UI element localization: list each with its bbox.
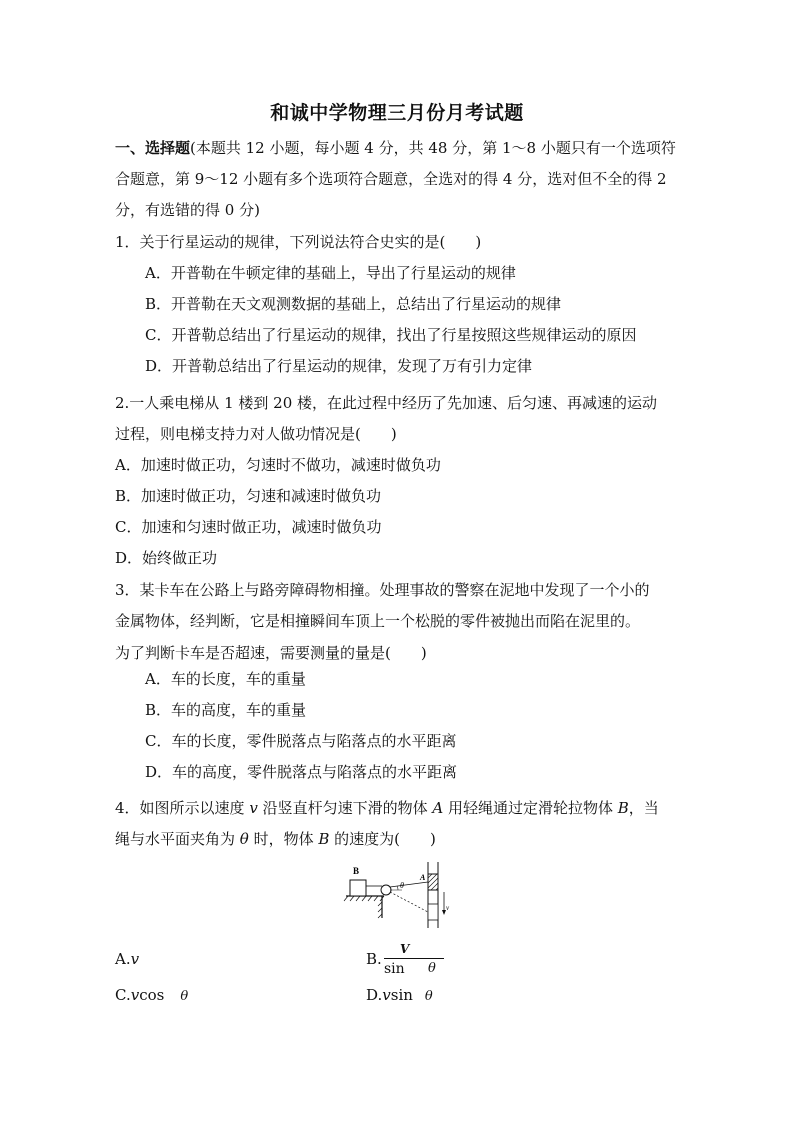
q4-option-d-prefix: D. (366, 986, 383, 1004)
section-instructions-line-1 (115, 138, 676, 158)
fraction-theta: θ (428, 961, 436, 976)
question-3-stem-line-1: 3．某卡车在公路上与路旁障碍物相撞。处理事故的警察在泥地中发现了一个小的 (115, 581, 650, 599)
page-title: 和诚中学物理三月份月考试题 (270, 102, 524, 124)
q4-var-v: v (249, 799, 258, 817)
fraction-numerator: V (400, 942, 410, 956)
q4-var-b: B (617, 799, 629, 817)
q4-text-f: 时，物体 (248, 830, 319, 848)
q4-option-d-var: v (382, 986, 391, 1004)
question-4-option-b-prefix: B. (366, 950, 382, 968)
question-3-option-b: B．车的高度，车的重量 (145, 701, 307, 719)
question-2-option-c: C．加速和匀速时做正功，减速时做负功 (115, 518, 382, 536)
q4-text-e: 绳与水平面夹角为 (115, 830, 240, 848)
figure-label-v: v (446, 904, 450, 912)
question-3-option-d: D．车的高度，零件脱落点与陷落点的水平距离 (145, 763, 458, 781)
question-1-option-d: D．开普勒总结出了行星运动的规律，发现了万有引力定律 (145, 357, 533, 375)
table-hatching (344, 896, 384, 901)
figure-label-a: A (420, 873, 426, 882)
q4-var-a: A (432, 799, 444, 817)
fraction-bar (384, 958, 444, 959)
question-4-option-b-fraction (370, 942, 460, 978)
question-1-option-b: B．开普勒在天文观测数据的基础上，总结出了行星运动的规律 (145, 295, 562, 313)
block-a-later (428, 904, 438, 920)
q4-option-d-sin: sin (390, 986, 413, 1004)
section-instructions-line-3: 分，有选错的得 0 分) (115, 201, 260, 219)
question-3-stem-line-2: 金属物体，经判断，它是相撞瞬间车顶上一个松脱的零件被抛出而陷在泥里的。 (115, 612, 641, 630)
question-4-stem-line-2 (115, 829, 436, 849)
q4-text-b: 沿竖直杆匀速下滑的物体 (257, 799, 433, 817)
question-3-option-a: A．车的长度，车的重量 (145, 670, 306, 688)
q4-text-c: 用轻绳通过定滑轮拉物体 (443, 799, 618, 817)
rope-to-a (390, 882, 428, 887)
q4-text-d: ，当 (628, 799, 659, 817)
figure-label-b: B (353, 866, 360, 876)
q4-option-d-theta: θ (424, 989, 433, 1004)
angle-arc (397, 886, 398, 890)
question-2-option-b: B．加速时做正功，匀速和减速时做负功 (115, 487, 382, 505)
section-heading: 一、选择题 (115, 139, 191, 157)
block-b (350, 880, 366, 896)
q4-var-b-2: B (318, 830, 330, 848)
question-2-stem-line-1: 2.一人乘电梯从 1 楼到 20 楼，在此过程中经历了先加速、后匀速、再减速的运动 (115, 394, 658, 412)
q4-option-a-prefix: A. (115, 950, 131, 968)
question-2-stem-line-2: 过程，则电梯支持力对人做功情况是( ) (115, 425, 397, 443)
q4-option-c-prefix: C. (115, 986, 131, 1004)
question-3-stem-line-3: 为了判断卡车是否超速，需要测量的量是( ) (115, 644, 427, 662)
q4-option-c-var: v (130, 986, 140, 1004)
question-4-option-a (115, 949, 139, 969)
question-1-stem: 1．关于行星运动的规律，下列说法符合史实的是( ) (115, 233, 482, 251)
question-4-option-c (115, 985, 188, 1007)
question-4-stem-line-1 (115, 798, 659, 818)
question-2-option-a: A．加速时做正功，匀速时不做功，减速时做负功 (115, 456, 441, 474)
question-1-option-a: A．开普勒在牛顿定律的基础上，导出了行星运动的规律 (145, 264, 516, 282)
question-1-option-c: C．开普勒总结出了行星运动的规律，找出了行星按照这些规律运动的原因 (145, 326, 637, 344)
pulley (381, 885, 391, 895)
rope-dashed (390, 892, 428, 912)
section-instructions-text-1: (本题共 12 小题，每小题 4 分，共 48 分，第 1～8 小题只有一个选项符 (190, 139, 676, 157)
figure-label-theta: θ (400, 881, 404, 890)
leg-hatching (378, 902, 382, 918)
q4-var-theta: θ (239, 830, 249, 848)
section-instructions-line-2: 合题意，第 9～12 小题有多个选项符合题意，全选对的得 4 分，选对但不全的得 2 (115, 170, 667, 188)
q4-option-c-theta: θ (180, 989, 189, 1004)
fraction-denominator: sin (384, 961, 405, 977)
q4-option-c-cos: cos (139, 986, 165, 1004)
question-3-option-c: C．车的长度，零件脱落点与陷落点的水平距离 (145, 732, 457, 750)
pulley-diagram (338, 858, 468, 928)
question-2-option-d: D．始终做正功 (115, 549, 218, 567)
q4-text-a: 4．如图所示以速度 (115, 799, 250, 817)
q4-option-a-value: v (130, 950, 140, 968)
q4-text-g: 的速度为( ) (329, 830, 436, 848)
question-4-option-d (366, 985, 433, 1007)
